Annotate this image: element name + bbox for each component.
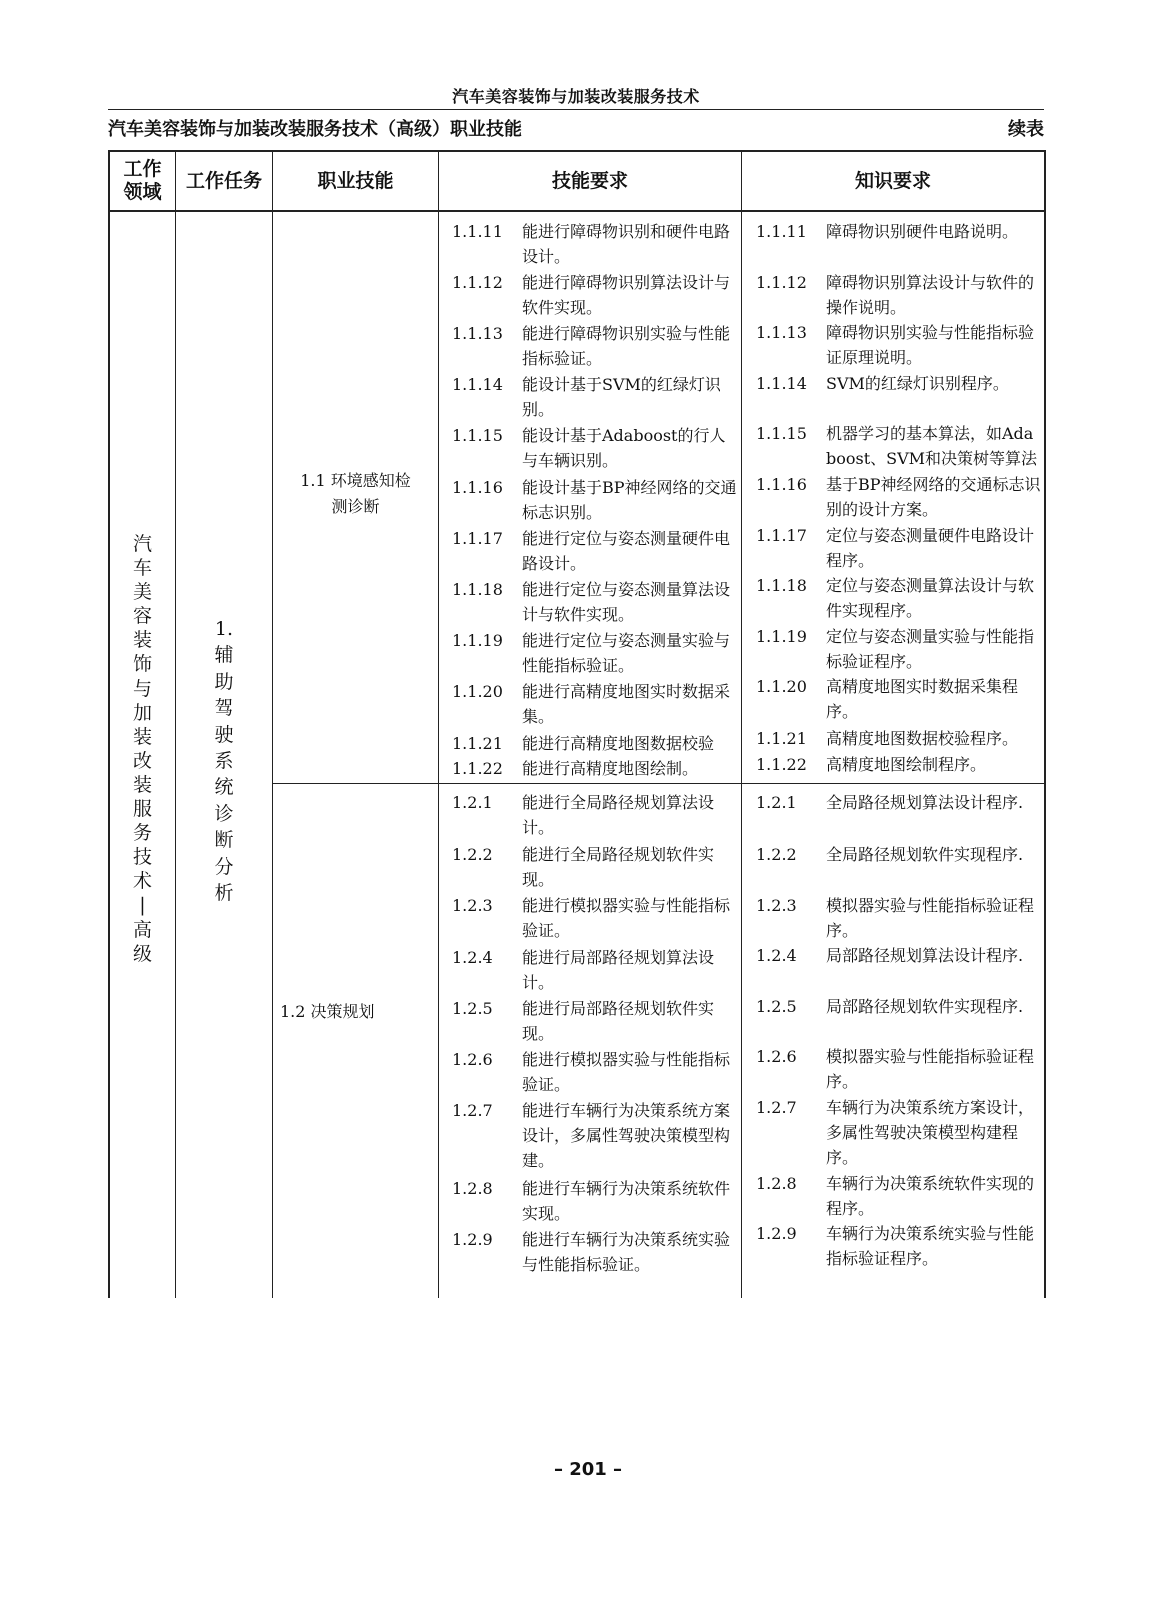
header-bottom-rule [108, 210, 1046, 212]
knowledge-text: 定位与姿态测量实验与性能指标验证程序。 [826, 627, 1035, 671]
knowledge-text: 障碍物识别硬件电路说明。 [826, 222, 1019, 241]
knowledge-code: 1.1.12 [756, 273, 807, 292]
skill-text: 能进行局部路径规划软件实现。 [522, 999, 715, 1043]
skill-text: 能进行模拟器实验与性能指标验证。 [522, 1050, 731, 1094]
competency-table [108, 150, 1046, 1298]
skill-text: 能进行高精度地图绘制。 [522, 759, 699, 778]
page-number: – 201 – [553, 1459, 623, 1480]
skill-text: 能进行全局路径规划算法设计。 [522, 793, 715, 837]
skill-text: 能进行车辆行为决策系统软件实现。 [522, 1179, 731, 1223]
skill-code: 1.1.15 [452, 426, 503, 445]
skill-text: 能进行全局路径规划软件实现。 [522, 845, 715, 889]
header-knowledge-requirements: 知识要求 [854, 169, 931, 192]
competency-1-2: 1.2 决策规划 [280, 1002, 375, 1021]
knowledge-code: 1.2.4 [756, 946, 797, 965]
skill-text: 能设计基于SVM的红绿灯识别。 [522, 375, 721, 419]
knowledge-text: 定位与姿态测量硬件电路设计程序。 [826, 526, 1035, 570]
skill-code: 1.2.3 [452, 896, 493, 915]
knowledge-text: 全局路径规划算法设计程序. [826, 793, 1024, 812]
skill-text: 能进行高精度地图数据校验 [522, 734, 715, 753]
col-sep-3 [438, 150, 439, 1298]
knowledge-text: SVM的红绿灯识别程序。 [826, 374, 1009, 393]
knowledge-text: 定位与姿态测量算法设计与软件实现程序。 [826, 576, 1035, 620]
skill-code: 1.1.17 [452, 529, 503, 548]
skill-text: 能进行定位与姿态测量硬件电路设计。 [522, 529, 731, 573]
knowledge-text: 高精度地图绘制程序。 [826, 755, 987, 774]
knowledge-code: 1.2.7 [756, 1098, 797, 1117]
knowledge-text: 局部路径规划软件实现程序. [826, 997, 1024, 1016]
skill-text: 能设计基于Adaboost的行人与车辆识别。 [522, 426, 726, 470]
domain-name: 汽 车 美 容 装 饰 与 加 装 改 装 服 务 技 术 | 高 级 [132, 533, 152, 965]
knowledge-text: 障碍物识别算法设计与软件的操作说明。 [826, 273, 1035, 317]
skill-text: 能进行局部路径规划算法设计。 [522, 948, 715, 992]
knowledge-text: 高精度地图数据校验程序。 [826, 729, 1019, 748]
knowledge-text: 高精度地图实时数据采集程序。 [826, 677, 1019, 721]
skill-code: 1.2.5 [452, 999, 493, 1018]
knowledge-text: 基于BP神经网络的交通标志识别的设计方案。 [826, 475, 1041, 519]
knowledge-text: 障碍物识别实验与性能指标验证原理说明。 [826, 323, 1035, 367]
knowledge-text: 车辆行为决策系统实验与性能指标验证程序。 [826, 1224, 1035, 1268]
skill-code: 1.1.19 [452, 631, 503, 650]
skill-text: 能进行定位与姿态测量算法设计与软件实现。 [522, 580, 731, 624]
knowledge-code: 1.2.6 [756, 1047, 797, 1066]
skill-text: 能进行定位与姿态测量实验与性能指标验证。 [522, 631, 731, 675]
knowledge-text: 车辆行为决策系统方案设计，多属性驾驶决策模型构建程序。 [826, 1098, 1035, 1167]
knowledge-code: 1.1.11 [756, 222, 807, 241]
knowledge-text: 局部路径规划算法设计程序. [826, 946, 1024, 965]
knowledge-code: 1.1.14 [756, 374, 807, 393]
header-task: 工作任务 [185, 169, 262, 192]
skill-code: 1.1.16 [452, 478, 503, 497]
knowledge-code: 1.2.9 [756, 1224, 797, 1243]
knowledge-text: 机器学习的基本算法，如Adaboost、SVM和决策树等算法 [826, 424, 1038, 468]
knowledge-text: 模拟器实验与性能指标验证程序。 [826, 896, 1035, 940]
skill-text: 能进行障碍物识别实验与性能指标验证。 [522, 324, 731, 368]
header-rule [108, 109, 1044, 110]
skill-code: 1.1.13 [452, 324, 503, 343]
task-name: 1. 辅 助 驾 驶 系 统 诊 断 分 析 [214, 618, 234, 905]
knowledge-code: 1.1.17 [756, 526, 807, 545]
skill-code: 1.1.20 [452, 682, 503, 701]
document-title: 汽车美容装饰与加装改装服务技术（高级）职业技能 [108, 119, 522, 140]
knowledge-code: 1.1.21 [756, 729, 807, 748]
competency-1-1: 1.1 环境感知检 测诊断 [300, 471, 411, 516]
knowledge-text: 模拟器实验与性能指标验证程序。 [826, 1047, 1035, 1091]
knowledge-code: 1.1.13 [756, 323, 807, 342]
header-competency: 职业技能 [317, 169, 394, 192]
continued-label: 续表 [1008, 119, 1044, 140]
knowledge-text: 全局路径规划软件实现程序. [826, 845, 1024, 864]
knowledge-code: 1.2.8 [756, 1174, 797, 1193]
skill-code: 1.1.18 [452, 580, 503, 599]
skill-code: 1.1.21 [452, 734, 503, 753]
skill-code: 1.2.8 [452, 1179, 493, 1198]
running-header: 汽车美容装饰与加装改装服务技术 [452, 87, 700, 106]
skill-code: 1.2.7 [452, 1101, 493, 1120]
skill-code: 1.1.22 [452, 759, 503, 778]
knowledge-code: 1.2.3 [756, 896, 797, 915]
col-sep-2 [272, 150, 273, 1298]
skill-text: 能设计基于BP神经网络的交通标志识别。 [522, 478, 737, 522]
header-domain-text: 工作 领域 [123, 158, 162, 203]
skill-code: 1.1.14 [452, 375, 503, 394]
skill-text: 能进行高精度地图实时数据采集。 [522, 682, 731, 726]
skill-code: 1.2.2 [452, 845, 493, 864]
skill-code: 1.2.9 [452, 1230, 493, 1249]
skill-code: 1.2.1 [452, 793, 493, 812]
skill-code: 1.1.11 [452, 222, 503, 241]
col-sep-4 [741, 150, 742, 1298]
knowledge-code: 1.1.22 [756, 755, 807, 774]
knowledge-code: 1.1.16 [756, 475, 807, 494]
knowledge-code: 1.2.2 [756, 845, 797, 864]
header-domain [110, 152, 175, 210]
skill-code: 1.2.6 [452, 1050, 493, 1069]
skill-code: 1.2.4 [452, 948, 493, 967]
knowledge-code: 1.1.19 [756, 627, 807, 646]
knowledge-code: 1.2.5 [756, 997, 797, 1016]
skill-text: 能进行障碍物识别算法设计与软件实现。 [522, 273, 731, 317]
knowledge-text: 车辆行为决策系统软件实现的程序。 [826, 1174, 1035, 1218]
header-skill-requirements: 技能要求 [551, 169, 628, 192]
knowledge-code: 1.2.1 [756, 793, 797, 812]
section-separator [272, 783, 1046, 784]
knowledge-code: 1.1.15 [756, 424, 807, 443]
knowledge-code: 1.1.20 [756, 677, 807, 696]
skill-text: 能进行车辆行为决策系统实验与性能指标验证。 [522, 1230, 731, 1274]
table-border-right [1044, 150, 1046, 1298]
skill-code: 1.1.12 [452, 273, 503, 292]
skill-text: 能进行车辆行为决策系统方案设计，多属性驾驶决策模型构建。 [522, 1101, 731, 1170]
skill-text: 能进行模拟器实验与性能指标验证。 [522, 896, 731, 940]
skill-text: 能进行障碍物识别和硬件电路设计。 [522, 222, 731, 266]
knowledge-code: 1.1.18 [756, 576, 807, 595]
